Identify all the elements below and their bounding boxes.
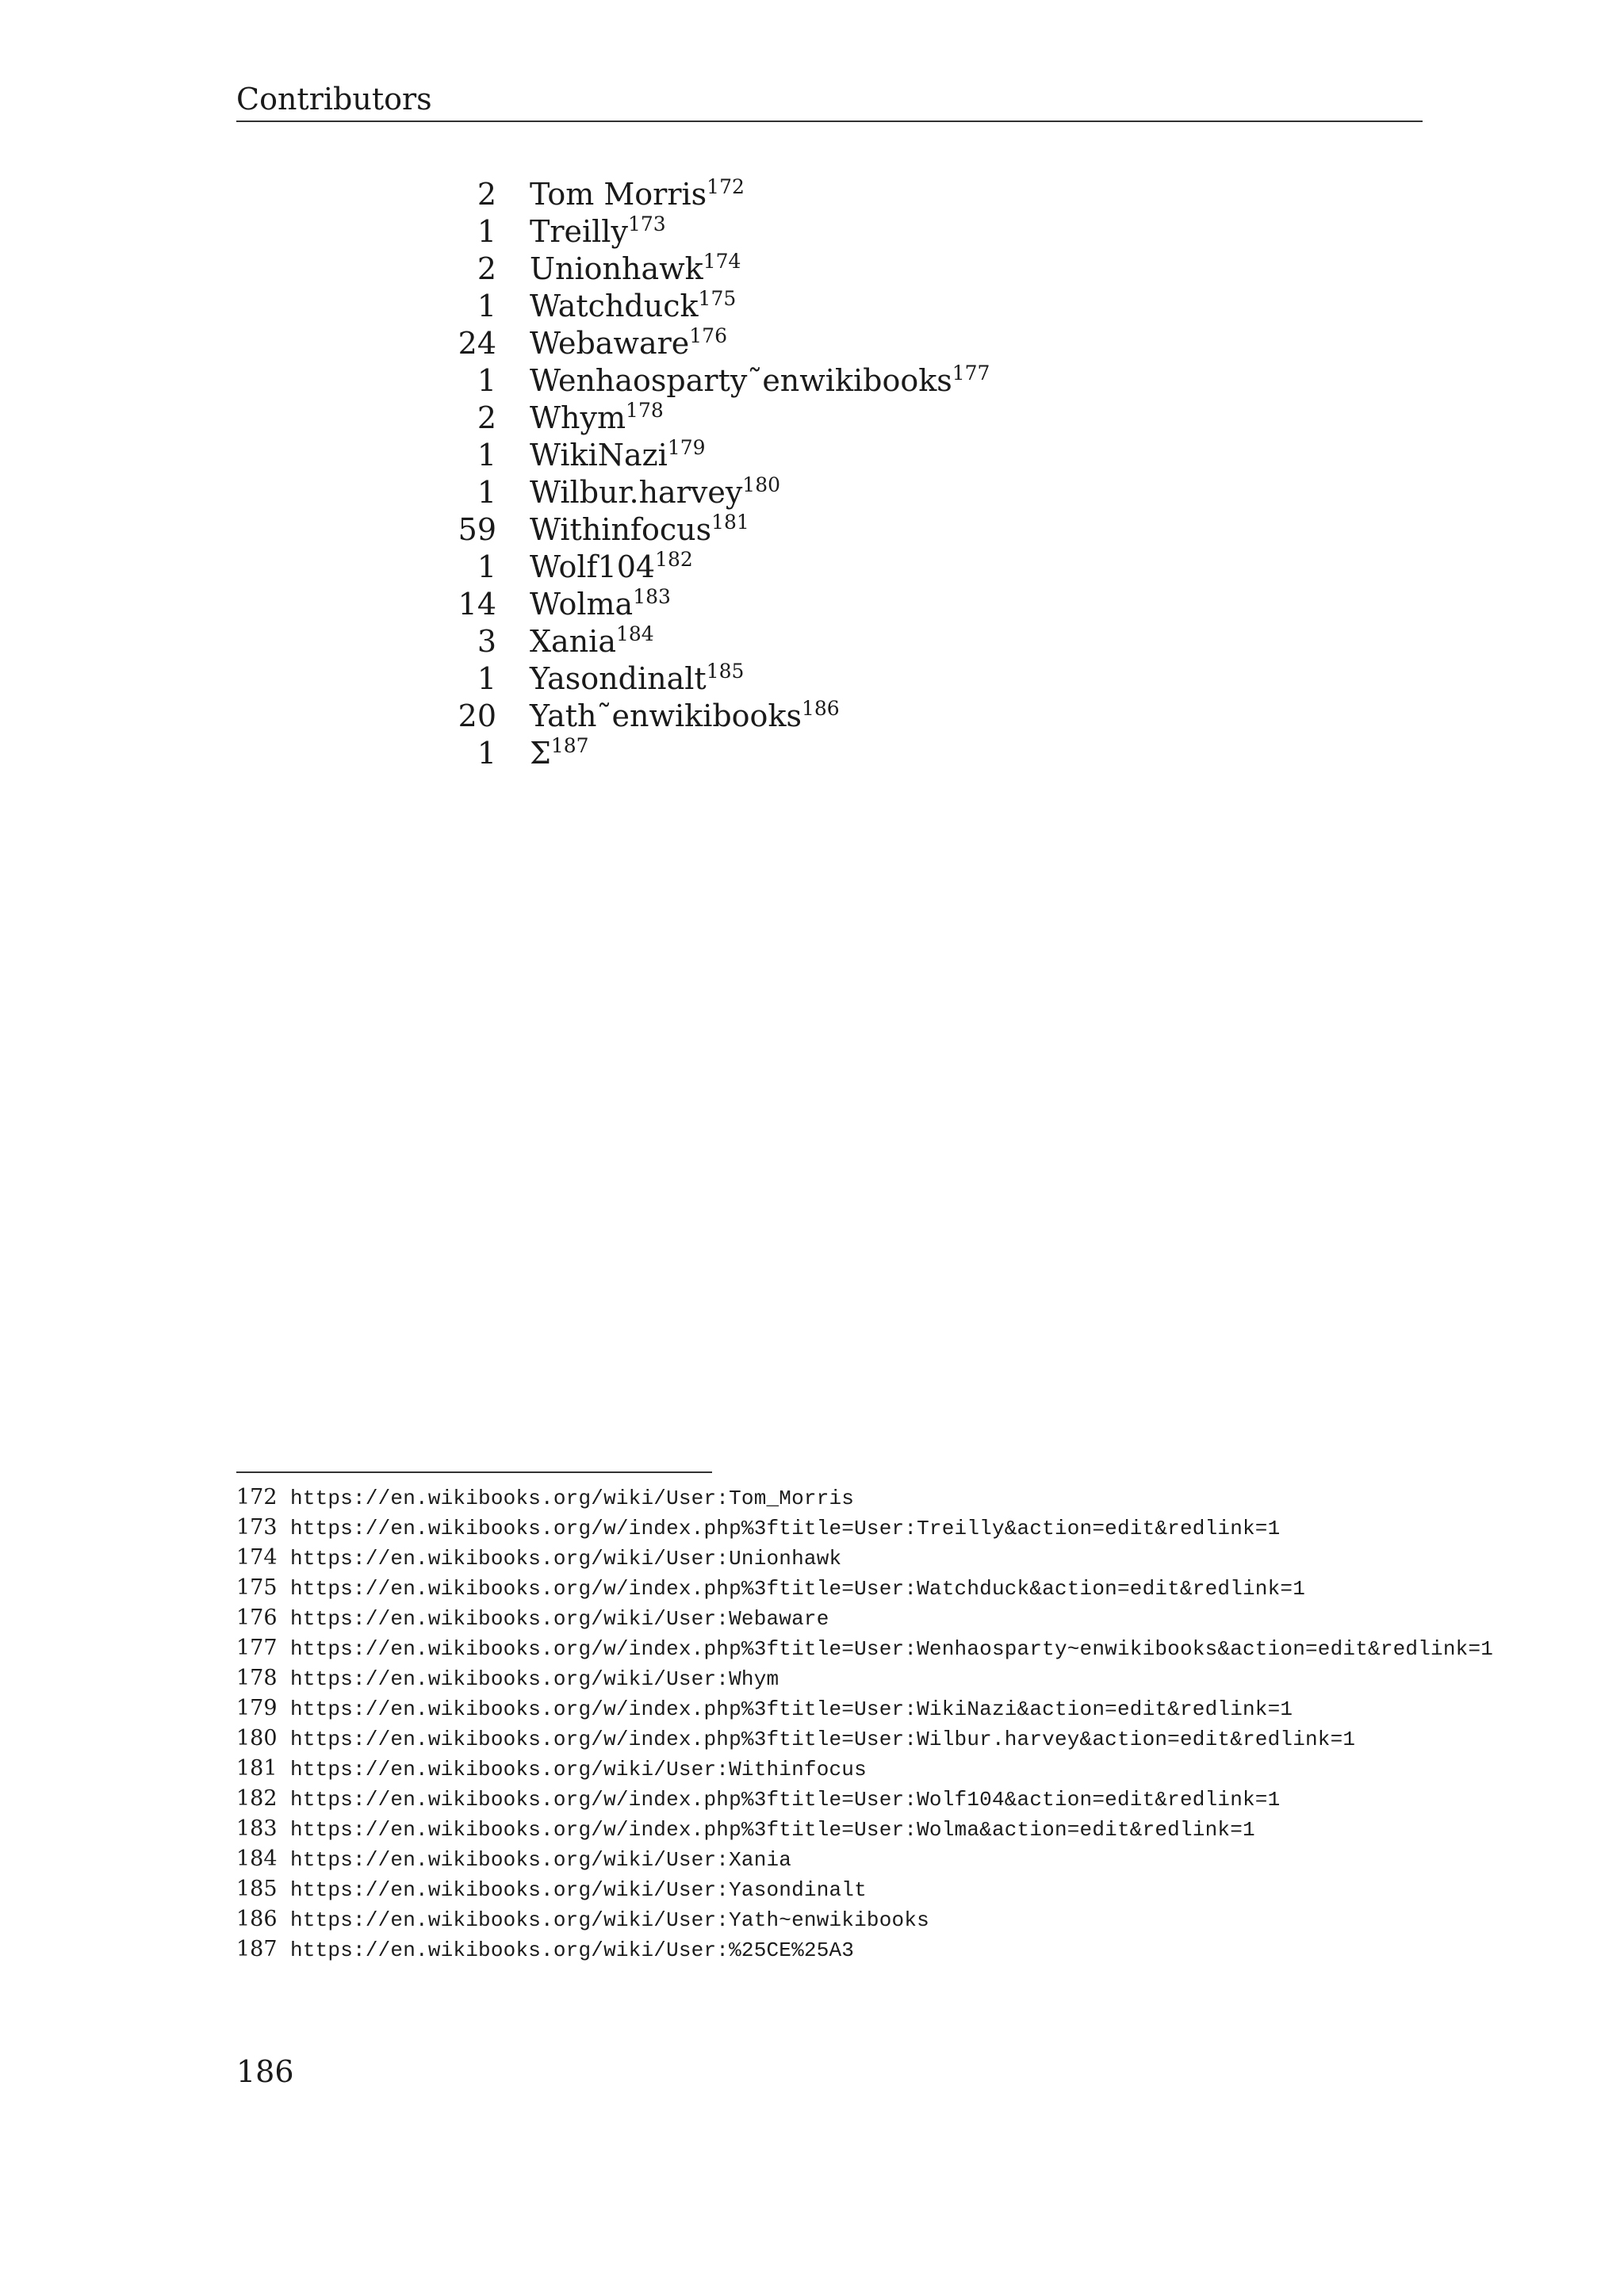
contributor-row <box>444 213 1158 251</box>
contributor-edit-count: 2 <box>477 251 496 286</box>
contributor-name: Whym <box>530 400 626 435</box>
footnote-reference[interactable]: 173 <box>627 212 666 235</box>
footnote-reference[interactable]: 184 <box>616 622 654 645</box>
contributor-row <box>444 474 1158 511</box>
footnote-row <box>236 1513 1616 1543</box>
contributor-row <box>444 735 1158 772</box>
footnote-row <box>236 1483 1616 1513</box>
footnote-reference[interactable]: 178 <box>626 399 664 422</box>
footnote-url-link[interactable]: https://en.wikibooks.org/wiki/User:%25CE%25A3 <box>290 1938 855 1962</box>
contributor-entry <box>530 288 736 325</box>
contributor-name: Wolma <box>530 587 634 622</box>
footnote-reference[interactable]: 177 <box>952 362 990 385</box>
footnote-row <box>236 1724 1616 1754</box>
footnote-url-link[interactable]: https://en.wikibooks.org/wiki/User:Tom_Morris <box>290 1487 855 1510</box>
contributor-entry <box>530 437 706 474</box>
footnote-reference[interactable]: 187 <box>550 734 589 757</box>
footnote-number: 184 <box>236 1846 278 1871</box>
footnote-number: 172 <box>236 1485 278 1510</box>
footnote-number: 173 <box>236 1515 278 1540</box>
footnote-url-link[interactable]: https://en.wikibooks.org/w/index.php%3ftitle=User:Wilbur.harvey&action=edit&redlink=1 <box>290 1728 1356 1751</box>
footnote-number: 183 <box>236 1816 278 1841</box>
contributor-row <box>444 325 1158 362</box>
footnote-url-link[interactable]: https://en.wikibooks.org/wiki/User:Yath~enwikibooks <box>290 1908 929 1932</box>
footnote-row <box>236 1543 1616 1573</box>
contributor-row <box>444 251 1158 288</box>
contributor-name: Treilly <box>530 214 628 249</box>
contributor-entry <box>530 623 654 660</box>
contributor-edit-count: 24 <box>458 326 496 361</box>
contributor-edit-count: 59 <box>458 512 496 547</box>
contributor-edit-count: 1 <box>477 549 496 584</box>
contributor-row <box>444 698 1158 735</box>
footnote-number: 179 <box>236 1696 278 1720</box>
contributor-entry <box>530 511 749 549</box>
footnote-url-link[interactable]: https://en.wikibooks.org/w/index.php%3ftitle=User:Wenhaosparty~enwikibooks&action=edit&redlink=1 <box>290 1637 1494 1661</box>
contributor-entry <box>530 325 727 362</box>
footnote-reference[interactable]: 186 <box>801 697 840 720</box>
contributor-name: Yath˜enwikibooks <box>530 698 802 733</box>
contributor-row <box>444 549 1158 586</box>
footnote-number: 186 <box>236 1907 278 1931</box>
contributor-row <box>444 660 1158 698</box>
contributor-edit-count: 1 <box>477 363 496 398</box>
contributor-name: Wilbur.harvey <box>530 475 743 510</box>
footnote-row <box>236 1934 1616 1965</box>
contributor-entry <box>530 586 671 623</box>
footnote-reference[interactable]: 182 <box>655 548 693 571</box>
footnote-url-link[interactable]: https://en.wikibooks.org/wiki/User:Webaware <box>290 1607 829 1631</box>
footnote-reference[interactable]: 181 <box>711 511 749 534</box>
footnote-number: 176 <box>236 1605 278 1630</box>
contributor-name: Withinfocus <box>530 512 712 547</box>
header-rule <box>236 121 1423 122</box>
contributor-edit-count: 1 <box>477 289 496 323</box>
contributor-entry <box>530 362 990 400</box>
footnote-reference[interactable]: 183 <box>633 585 671 608</box>
contributor-entry <box>530 251 741 288</box>
footnote-url-link[interactable]: https://en.wikibooks.org/wiki/User:Withinfocus <box>290 1758 867 1781</box>
footnote-number: 175 <box>236 1575 278 1600</box>
footnote-row <box>236 1904 1616 1934</box>
contributor-name: Σ <box>530 736 551 771</box>
footnote-row <box>236 1814 1616 1844</box>
footnote-url-link[interactable]: https://en.wikibooks.org/wiki/User:Xania <box>290 1848 792 1872</box>
footnote-url-link[interactable]: https://en.wikibooks.org/wiki/User:Unionhawk <box>290 1547 842 1571</box>
footnotes-list <box>236 1483 1616 1965</box>
contributor-row <box>444 288 1158 325</box>
contributor-edit-count: 1 <box>477 475 496 510</box>
contributor-entry <box>530 176 745 213</box>
contributor-row <box>444 586 1158 623</box>
contributor-name: Wolf104 <box>530 549 656 584</box>
contributor-edit-count: 14 <box>458 587 496 622</box>
footnote-reference[interactable]: 174 <box>703 250 741 273</box>
footnote-row <box>236 1663 1616 1693</box>
footnote-number: 174 <box>236 1545 278 1570</box>
footnote-url-link[interactable]: https://en.wikibooks.org/w/index.php%3ftitle=User:WikiNazi&action=edit&redlink=1 <box>290 1697 1293 1721</box>
contributor-edit-count: 20 <box>458 698 496 733</box>
contributor-row <box>444 400 1158 437</box>
footnote-url-link[interactable]: https://en.wikibooks.org/w/index.php%3ftitle=User:Wolma&action=edit&redlink=1 <box>290 1818 1255 1842</box>
footnote-url-link[interactable]: https://en.wikibooks.org/w/index.php%3ftitle=User:Watchduck&action=edit&redlink=1 <box>290 1577 1306 1601</box>
footnote-number: 180 <box>236 1726 278 1751</box>
footnote-row <box>236 1633 1616 1663</box>
contributor-edit-count: 2 <box>477 177 496 212</box>
page-number: 186 <box>236 2054 294 2089</box>
contributor-name: Wenhaosparty˜enwikibooks <box>530 363 952 398</box>
contributor-entry <box>530 213 666 251</box>
contributor-row <box>444 176 1158 213</box>
footnote-rule <box>236 1471 712 1473</box>
contributor-edit-count: 1 <box>477 661 496 696</box>
footnote-number: 181 <box>236 1756 278 1781</box>
contributor-name: WikiNazi <box>530 438 668 473</box>
footnote-reference[interactable]: 172 <box>707 175 745 198</box>
footnote-reference[interactable]: 176 <box>689 324 727 347</box>
contributor-entry <box>530 660 744 698</box>
footnote-number: 178 <box>236 1666 278 1690</box>
contributor-row <box>444 623 1158 660</box>
contributor-entry <box>530 474 780 511</box>
footnote-row <box>236 1874 1616 1904</box>
footnote-row <box>236 1693 1616 1724</box>
footnote-row <box>236 1573 1616 1603</box>
footnote-number: 185 <box>236 1877 278 1901</box>
contributor-edit-count: 3 <box>477 624 496 659</box>
contributor-edit-count: 2 <box>477 400 496 435</box>
footnote-row <box>236 1754 1616 1784</box>
contributor-row <box>444 511 1158 549</box>
footnote-url-link[interactable]: https://en.wikibooks.org/wiki/User:Whym <box>290 1667 779 1691</box>
footnote-row <box>236 1844 1616 1874</box>
footnote-number: 182 <box>236 1786 278 1811</box>
contributor-edit-count: 1 <box>477 736 496 771</box>
contributor-edit-count: 1 <box>477 438 496 473</box>
footnote-reference[interactable]: 175 <box>698 287 737 310</box>
footnote-reference[interactable]: 185 <box>706 660 745 683</box>
footnote-number: 187 <box>236 1937 278 1961</box>
contributor-name: Webaware <box>530 326 690 361</box>
contributor-name: Unionhawk <box>530 251 703 286</box>
footnote-row <box>236 1784 1616 1814</box>
contributor-entry <box>530 698 840 735</box>
footnote-reference[interactable]: 179 <box>667 436 706 459</box>
footnote-url-link[interactable]: https://en.wikibooks.org/w/index.php%3ftitle=User:Treilly&action=edit&redlink=1 <box>290 1517 1281 1540</box>
footnote-reference[interactable]: 180 <box>742 473 781 496</box>
contributor-name: Watchduck <box>530 289 699 323</box>
contributor-edit-count: 1 <box>477 214 496 249</box>
contributor-name: Tom Morris <box>530 177 707 212</box>
contributor-row <box>444 362 1158 400</box>
footnote-url-link[interactable]: https://en.wikibooks.org/w/index.php%3ftitle=User:Wolf104&action=edit&redlink=1 <box>290 1788 1281 1812</box>
contributor-row <box>444 437 1158 474</box>
footnote-url-link[interactable]: https://en.wikibooks.org/wiki/User:Yasondinalt <box>290 1878 867 1902</box>
footnote-number: 177 <box>236 1636 278 1660</box>
contributor-entry <box>530 400 664 437</box>
contributor-entry <box>530 735 589 772</box>
footnote-row <box>236 1603 1616 1633</box>
contributor-entry <box>530 549 693 586</box>
contributors-list <box>444 176 1158 772</box>
running-header: Contributors <box>236 82 432 117</box>
contributor-name: Yasondinalt <box>530 661 707 696</box>
contributor-name: Xania <box>530 624 616 659</box>
